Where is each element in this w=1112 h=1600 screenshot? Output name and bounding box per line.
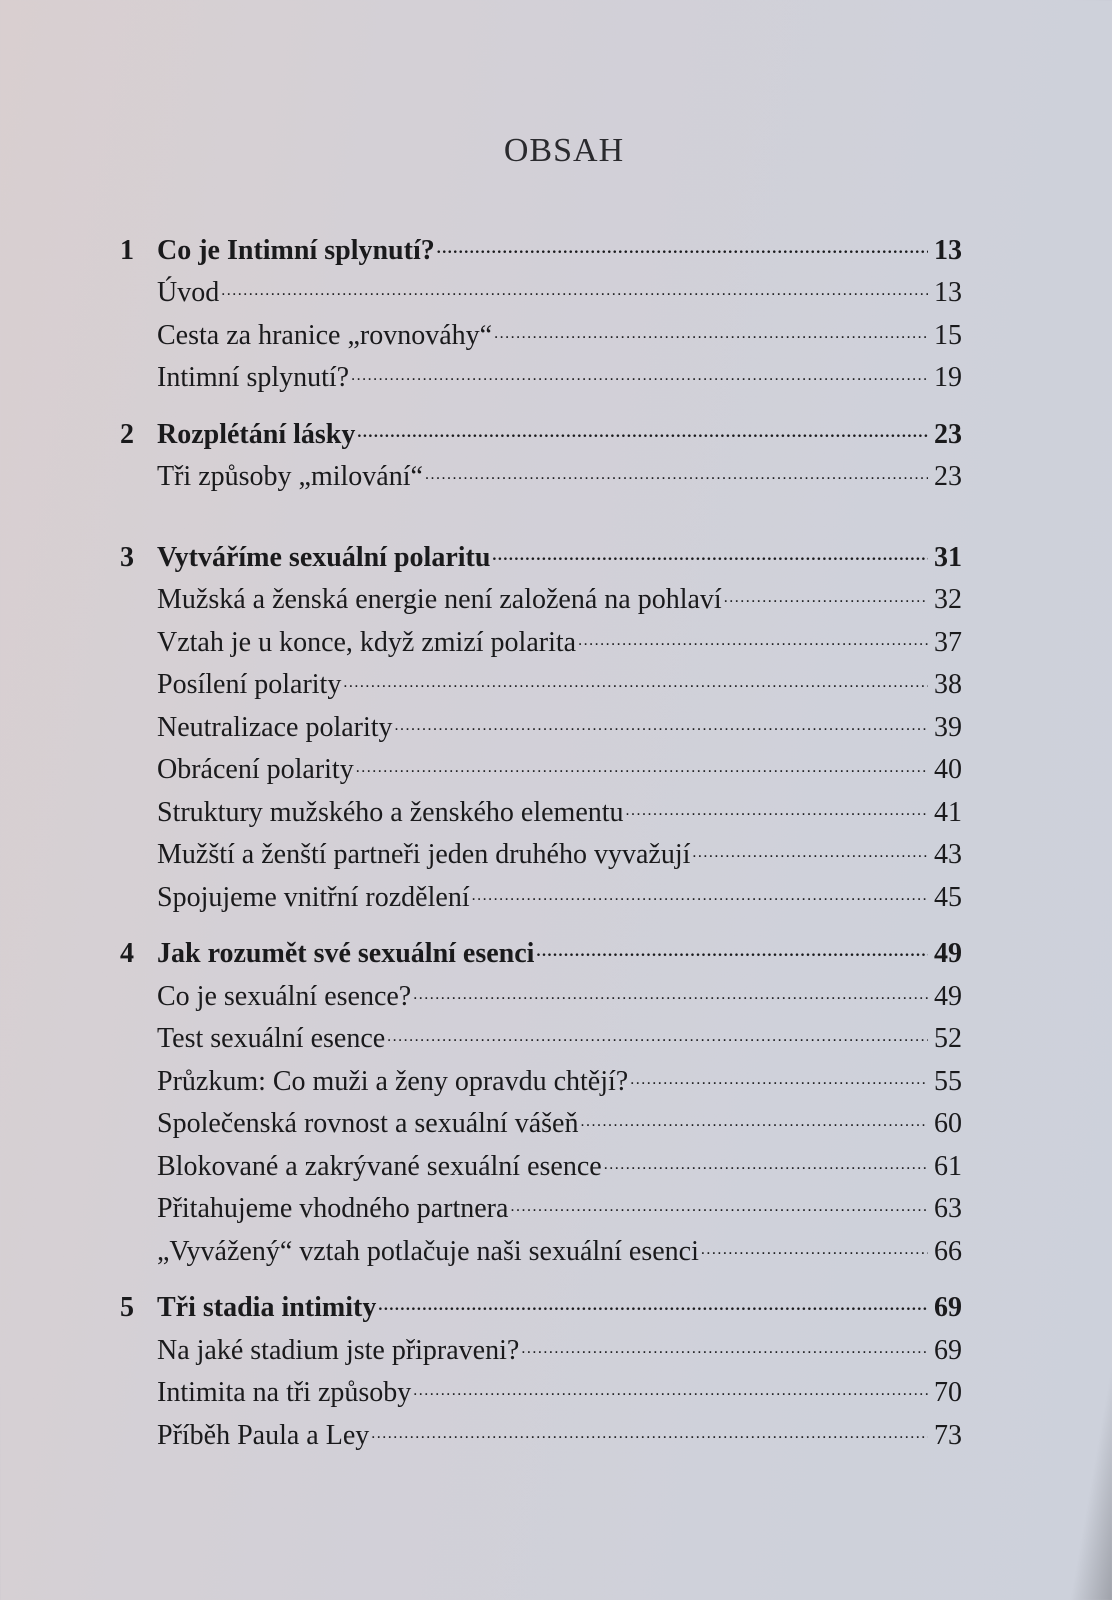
- section-title: Spojujeme vnitřní rozdělení: [157, 881, 470, 913]
- page-number: 66: [934, 1235, 962, 1267]
- dot-leader: [578, 608, 928, 651]
- page-number: 13: [934, 277, 962, 308]
- dot-leader: [413, 962, 928, 1005]
- section-title: Struktury mužského a ženského elementu: [157, 796, 624, 828]
- section-title: Vztah je u konce, když zmizí polarita: [157, 626, 577, 658]
- dot-leader: [701, 1217, 928, 1260]
- chapter-number: 2: [120, 418, 134, 450]
- chapter-heading[interactable]: [112, 920, 962, 969]
- dot-leader: [413, 1359, 928, 1402]
- dot-leader: [343, 651, 928, 694]
- page-number: 41: [934, 796, 962, 828]
- chapter-heading[interactable]: [112, 1274, 962, 1323]
- dot-leader: [521, 1316, 928, 1359]
- page-number: 32: [934, 584, 962, 615]
- chapter-number: 3: [120, 541, 134, 573]
- section-title: Mužská a ženská energie není založená na pohlaví: [157, 584, 722, 615]
- dot-leader: [378, 1274, 928, 1317]
- section-title: Společenská rovnost a sexuální vášeň: [157, 1108, 579, 1139]
- dot-leader: [626, 778, 928, 821]
- section-title: Intimita na tři způsoby: [157, 1377, 412, 1408]
- section-title: Průzkum: Co muži a ženy opravdu chtějí?: [157, 1065, 629, 1097]
- chapter-number: 5: [120, 1292, 134, 1323]
- chapter-title: Rozplétání lásky: [157, 418, 356, 450]
- section-title: Cesta za hranice „rovnováhy“: [157, 319, 493, 351]
- dot-leader: [371, 1401, 928, 1444]
- dot-leader: [221, 259, 928, 302]
- dot-leader: [492, 523, 928, 566]
- chapter-2: [112, 400, 962, 492]
- dot-leader: [494, 301, 928, 344]
- page-number: 31: [934, 541, 962, 573]
- chapter-heading[interactable]: [112, 523, 962, 573]
- page-number: 19: [934, 362, 962, 393]
- section-title: Na jaké stadium jste připraveni?: [157, 1334, 520, 1366]
- page-number: 70: [934, 1377, 962, 1408]
- chapter-4: [112, 920, 962, 1267]
- chapter-heading[interactable]: [112, 216, 962, 266]
- section-title: Test sexuální esence: [157, 1023, 386, 1054]
- dot-leader: [357, 400, 928, 443]
- page-number: 23: [934, 418, 962, 450]
- chapter-5: [112, 1274, 962, 1451]
- page-number: 69: [934, 1334, 962, 1366]
- dot-leader: [510, 1175, 928, 1218]
- page-number: 73: [934, 1419, 962, 1451]
- section-title: Mužští a ženští partneři jeden druhého vyvažují: [157, 839, 691, 870]
- dot-leader: [604, 1132, 928, 1175]
- page-number: 37: [934, 626, 962, 658]
- table-of-contents: [112, 216, 962, 1458]
- page-number: 43: [934, 839, 962, 870]
- page-number: 63: [934, 1193, 962, 1224]
- chapter-1: [112, 216, 962, 393]
- dot-leader: [536, 920, 928, 963]
- section-title: Co je sexuální esence?: [157, 980, 412, 1012]
- page-title: OBSAH: [503, 132, 625, 169]
- section-title: Obrácení polarity: [157, 754, 354, 785]
- page-number: 61: [934, 1150, 962, 1182]
- page-number: 40: [934, 754, 962, 785]
- page-number: 13: [934, 234, 962, 266]
- chapter-number: 4: [120, 938, 134, 969]
- page-number: 49: [934, 938, 962, 969]
- section-entry[interactable]: [112, 259, 962, 308]
- section-title: Intimní splynutí?: [157, 362, 350, 393]
- section-title: Blokované a zakrývané sexuální esence: [157, 1150, 602, 1182]
- dot-leader: [580, 1090, 928, 1133]
- section-title: „Vyvážený“ vztah potlačuje naši sexuální esenci: [157, 1235, 699, 1267]
- page-number: 15: [934, 319, 962, 351]
- chapter-title: Co je Intimní splynutí?: [157, 234, 435, 266]
- section-entry[interactable]: [112, 301, 962, 351]
- chapter-title: Jak rozumět své sexuální esenci: [157, 938, 535, 969]
- section-title: Tři způsoby „milování“: [157, 461, 423, 492]
- page-number: 60: [934, 1108, 962, 1139]
- dot-leader: [630, 1047, 928, 1090]
- page-number: 69: [934, 1292, 962, 1323]
- page-number: 55: [934, 1065, 962, 1097]
- page-number: 49: [934, 980, 962, 1012]
- section-title: Příběh Paula a Ley: [157, 1419, 370, 1451]
- dot-leader: [472, 863, 928, 906]
- dot-leader: [724, 566, 928, 609]
- dot-leader: [356, 736, 928, 779]
- page-number: 38: [934, 669, 962, 700]
- dot-leader: [692, 821, 928, 864]
- chapter-title: Vytváříme sexuální polaritu: [157, 541, 491, 573]
- section-title: Neutralizace polarity: [157, 711, 393, 743]
- dot-leader: [351, 344, 928, 387]
- dot-leader: [387, 1005, 928, 1048]
- dot-leader: [425, 443, 928, 486]
- chapter-title: Tři stadia intimity: [157, 1292, 377, 1323]
- section-title: Přitahujeme vhodného partnera: [157, 1193, 509, 1224]
- page-number: 52: [934, 1023, 962, 1054]
- page-number: 45: [934, 881, 962, 913]
- section-title: Úvod: [157, 277, 220, 308]
- page-number: 23: [934, 461, 962, 492]
- dot-leader: [395, 693, 928, 736]
- chapter-3: [112, 523, 962, 913]
- page-number: 39: [934, 711, 962, 743]
- dot-leader: [437, 216, 928, 259]
- section-title: Posílení polarity: [157, 669, 342, 700]
- chapter-number: 1: [120, 234, 134, 266]
- chapter-heading[interactable]: [112, 400, 962, 450]
